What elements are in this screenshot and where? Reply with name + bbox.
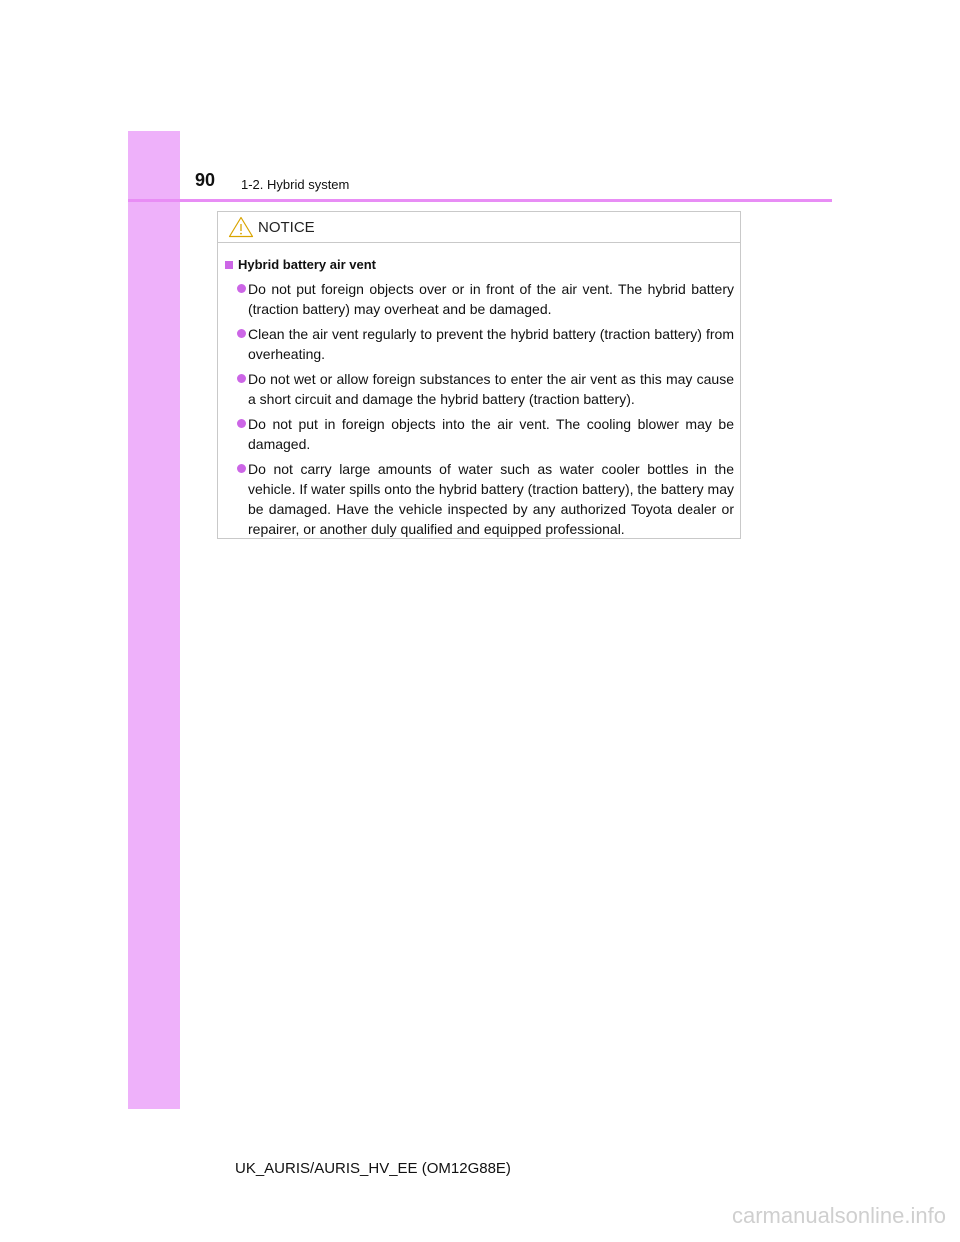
bullet-dot-icon: [237, 329, 246, 338]
list-item: [224, 279, 734, 319]
warning-triangle-icon: [228, 216, 254, 238]
bullet-dot-icon: [237, 419, 246, 428]
list-item-text: Clean the air vent regularly to prevent the hybrid battery (traction battery) from overheating.: [248, 326, 734, 362]
header-rule: [128, 199, 832, 202]
bullet-dot-icon: [237, 284, 246, 293]
list-item-text: Do not carry large amounts of water such as water cooler bottles in the vehicle. If water spills onto the hybrid battery (traction battery), the battery may be damaged. Have the vehicle inspected by any authorized Toyota dealer or repairer, or another duly qualified and equipped professional.: [248, 461, 734, 537]
bullet-dot-icon: [237, 374, 246, 383]
page-number: 90: [195, 170, 216, 190]
list-item: [224, 459, 734, 539]
list-item-text: Do not put foreign objects over or in front of the air vent. The hybrid battery (traction battery) may overheat and be damaged.: [248, 281, 734, 317]
section-title: 1-2. Hybrid system: [241, 177, 350, 192]
notice-subheading-text: Hybrid battery air vent: [238, 257, 376, 272]
chapter-side-tab: [128, 131, 180, 1109]
square-bullet-icon: [225, 261, 233, 269]
list-item-text: Do not wet or allow foreign substances to enter the air vent as this may cause a short circuit and damage the hybrid battery (traction battery).: [248, 371, 734, 407]
notice-bullet-list: [224, 279, 734, 539]
notice-title: NOTICE: [258, 219, 315, 236]
notice-box: [217, 211, 741, 539]
list-item-text: Do not put in foreign objects into the air vent. The cooling blower may be damaged.: [248, 416, 734, 452]
document-code: UK_AURIS/AURIS_HV_EE (OM12G88E): [235, 1160, 511, 1177]
watermark: carmanualsonline.info: [731, 1203, 946, 1228]
notice-subheading: [224, 256, 734, 273]
list-item: [224, 369, 734, 409]
notice-header: [218, 212, 740, 243]
list-item: [224, 414, 734, 454]
notice-body: [218, 243, 740, 539]
bullet-dot-icon: [237, 464, 246, 473]
list-item: [224, 324, 734, 364]
